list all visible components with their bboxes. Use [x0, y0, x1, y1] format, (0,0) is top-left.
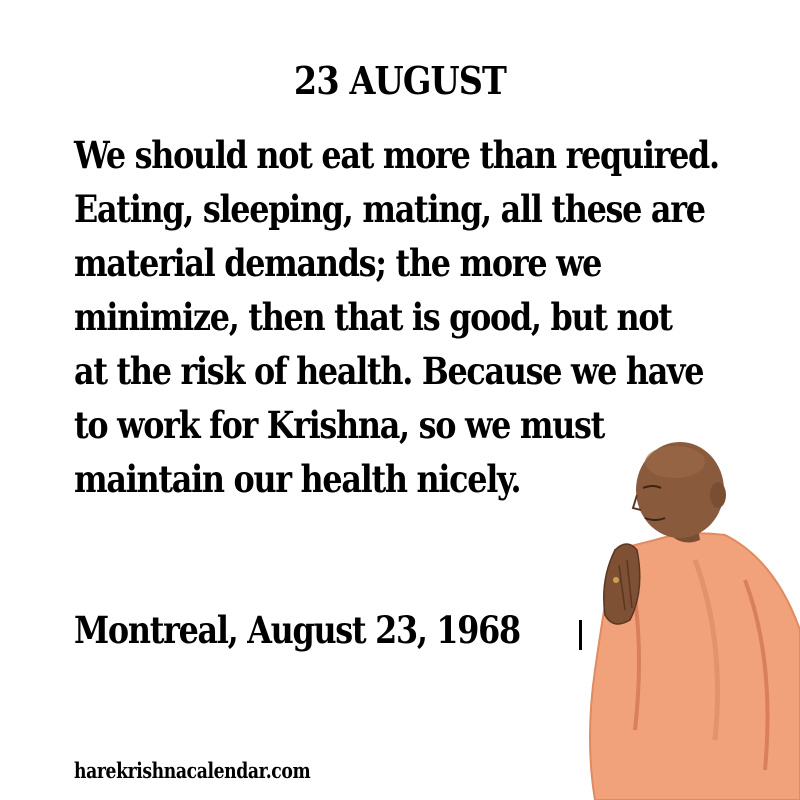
quote-source: Montreal, August 23, 1968 — [74, 608, 520, 652]
quote-line: minimize, then that is good, but not — [74, 295, 672, 339]
quote-line: to work for Krishna, so we must — [74, 403, 605, 447]
quote-line: at the risk of health. Because we have — [74, 349, 704, 393]
quote-line: material demands; the more we — [74, 241, 602, 285]
website-url: harekrishnacalendar.com — [74, 758, 311, 783]
portrait-image — [575, 440, 800, 800]
quote-line: Eating, sleeping, mating, all these are — [74, 187, 705, 231]
page-title: 23 AUGUST — [293, 58, 507, 103]
quote-line: maintain our health nicely. — [74, 457, 521, 501]
quote-line: We should not eat more than required. — [74, 133, 719, 177]
quote-text — [74, 128, 719, 506]
